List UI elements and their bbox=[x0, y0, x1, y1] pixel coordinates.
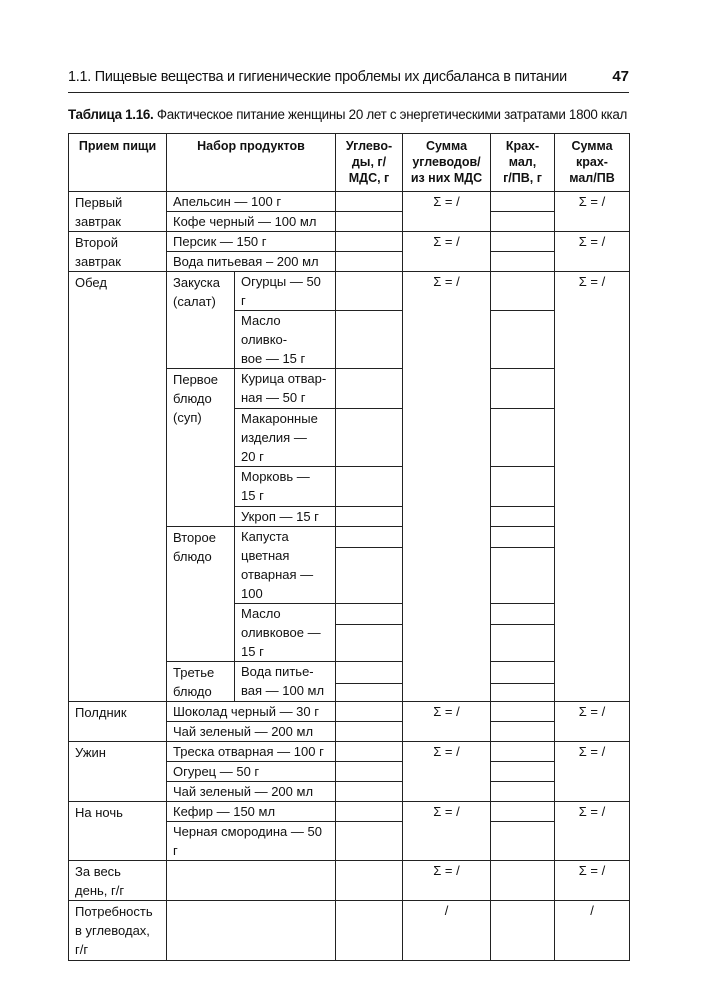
nutrition-table bbox=[68, 133, 630, 961]
product-green-tea: Чай зеленый — 200 мл bbox=[167, 722, 336, 742]
product-chocolate: Шоколад черный — 30 г bbox=[167, 702, 336, 722]
carbs-cell bbox=[336, 683, 403, 701]
product-cucumbers: Огурцы — 50 г bbox=[235, 272, 336, 311]
carbs-sum-cell: Σ = / bbox=[403, 272, 491, 702]
starch-requirement-cell: / bbox=[555, 901, 630, 961]
product-water: Вода питьевая – 200 мл bbox=[167, 252, 336, 272]
starch-cell bbox=[491, 604, 555, 625]
starch-cell bbox=[491, 232, 555, 252]
product-coffee: Кофе черный — 100 мл bbox=[167, 212, 336, 232]
course-snack: Закуска (салат) bbox=[167, 272, 235, 369]
starch-cell bbox=[491, 662, 555, 684]
table-row bbox=[69, 742, 630, 762]
carbs-requirement-cell: / bbox=[403, 901, 491, 961]
starch-cell bbox=[491, 409, 555, 467]
starch-sum-cell: Σ = / bbox=[555, 232, 630, 272]
starch-cell bbox=[491, 548, 555, 604]
carbs-sum-cell: Σ = / bbox=[403, 861, 491, 901]
carbs-cell bbox=[336, 232, 403, 252]
product-cod: Треска отварная — 100 г bbox=[167, 742, 336, 762]
product-blackcurrant: Черная смородина — 50 г bbox=[167, 822, 336, 861]
header-starch-sum: Сумма крах- мал/ПВ bbox=[555, 134, 630, 192]
carbs-cell bbox=[336, 192, 403, 212]
carbs-cell bbox=[336, 625, 403, 662]
carbs-sum-cell: Σ = / bbox=[403, 702, 491, 742]
starch-cell bbox=[491, 861, 555, 901]
starch-cell bbox=[491, 311, 555, 369]
starch-cell bbox=[491, 527, 555, 548]
products-cell bbox=[167, 861, 336, 901]
table-row bbox=[69, 901, 630, 961]
meal-lunch: Обед bbox=[69, 272, 167, 702]
table-caption bbox=[68, 107, 638, 122]
carbs-cell bbox=[336, 467, 403, 507]
product-green-tea-2: Чай зеленый — 200 мл bbox=[167, 782, 336, 802]
carbs-cell bbox=[336, 212, 403, 232]
starch-cell bbox=[491, 252, 555, 272]
carbs-sum-cell: Σ = / bbox=[403, 742, 491, 802]
starch-cell bbox=[491, 212, 555, 232]
starch-sum-cell: Σ = / bbox=[555, 742, 630, 802]
product-kefir: Кефир — 150 мл bbox=[167, 802, 336, 822]
carbs-cell bbox=[336, 822, 403, 861]
meal-whole-day: За весь день, г/г bbox=[69, 861, 167, 901]
header-carbs-sum: Сумма углеводов/ из них МДС bbox=[403, 134, 491, 192]
course-second: Второе блюдо bbox=[167, 527, 235, 662]
meal-dinner: Ужин bbox=[69, 742, 167, 802]
table-row bbox=[69, 232, 630, 252]
meal-snack: Полдник bbox=[69, 702, 167, 742]
starch-cell bbox=[491, 272, 555, 311]
carbs-cell bbox=[336, 252, 403, 272]
starch-cell bbox=[491, 507, 555, 527]
table-row bbox=[69, 272, 630, 311]
meal-night: На ночь bbox=[69, 802, 167, 861]
starch-cell bbox=[491, 742, 555, 762]
starch-cell bbox=[491, 683, 555, 701]
starch-cell bbox=[491, 192, 555, 212]
header-starch: Крах- мал, г/ПВ, г bbox=[491, 134, 555, 192]
product-orange: Апельсин — 100 г bbox=[167, 192, 336, 212]
products-cell bbox=[167, 901, 336, 961]
course-first: Первое блюдо (суп) bbox=[167, 369, 235, 527]
product-carrot: Морковь — 15 г bbox=[235, 467, 336, 507]
carbs-cell bbox=[336, 311, 403, 369]
carbs-cell bbox=[336, 369, 403, 409]
table-row bbox=[69, 861, 630, 901]
header-carbs: Углево- ды, г/ МДС, г bbox=[336, 134, 403, 192]
starch-sum-cell: Σ = / bbox=[555, 272, 630, 702]
carbs-sum-cell: Σ = / bbox=[403, 802, 491, 861]
running-head-title: 1.1. Пищевые вещества и гигиенические проблемы их дисбаланса в питании bbox=[68, 69, 567, 85]
carbs-cell bbox=[336, 604, 403, 625]
product-olive-oil: Масло оливко- вое — 15 г bbox=[235, 311, 336, 369]
starch-cell bbox=[491, 782, 555, 802]
product-cauliflower: Капуста цветная отварная — 100 bbox=[235, 527, 336, 604]
starch-sum-cell: Σ = / bbox=[555, 192, 630, 232]
product-pasta: Макаронные изделия — 20 г bbox=[235, 409, 336, 467]
starch-cell bbox=[491, 762, 555, 782]
page-number: 47 bbox=[612, 68, 629, 85]
carbs-cell bbox=[336, 272, 403, 311]
carbs-cell bbox=[336, 861, 403, 901]
product-peach: Персик — 150 г bbox=[167, 232, 336, 252]
carbs-cell bbox=[336, 548, 403, 604]
starch-cell bbox=[491, 901, 555, 961]
carbs-cell bbox=[336, 507, 403, 527]
carbs-cell bbox=[336, 901, 403, 961]
table-caption-label: Таблица 1.16. bbox=[68, 107, 154, 122]
carbs-cell bbox=[336, 782, 403, 802]
starch-cell bbox=[491, 625, 555, 662]
starch-cell bbox=[491, 702, 555, 722]
starch-cell bbox=[491, 467, 555, 507]
carbs-cell bbox=[336, 742, 403, 762]
header-products: Набор продуктов bbox=[167, 134, 336, 192]
carbs-sum-cell: Σ = / bbox=[403, 232, 491, 272]
starch-sum-cell: Σ = / bbox=[555, 802, 630, 861]
product-chicken: Курица отвар- ная — 50 г bbox=[235, 369, 336, 409]
carbs-cell bbox=[336, 409, 403, 467]
carbs-cell bbox=[336, 662, 403, 684]
starch-cell bbox=[491, 802, 555, 822]
table-row bbox=[69, 702, 630, 722]
starch-cell bbox=[491, 369, 555, 409]
carbs-cell bbox=[336, 527, 403, 548]
product-olive-oil-2: Масло оливковое — 15 г bbox=[235, 604, 336, 662]
table-row bbox=[69, 802, 630, 822]
carbs-cell bbox=[336, 762, 403, 782]
course-third: Третье блюдо bbox=[167, 662, 235, 702]
running-head bbox=[68, 66, 629, 93]
starch-cell bbox=[491, 722, 555, 742]
meal-breakfast: Первый завтрак bbox=[69, 192, 167, 232]
carbs-sum-cell: Σ = / bbox=[403, 192, 491, 232]
carbs-cell bbox=[336, 722, 403, 742]
carbs-cell bbox=[336, 802, 403, 822]
meal-second-breakfast: Второй завтрак bbox=[69, 232, 167, 272]
product-cucumber: Огурец — 50 г bbox=[167, 762, 336, 782]
starch-sum-cell: Σ = / bbox=[555, 861, 630, 901]
product-dill: Укроп — 15 г bbox=[235, 507, 336, 527]
header-meal: Прием пищи bbox=[69, 134, 167, 192]
starch-cell bbox=[491, 822, 555, 861]
starch-sum-cell: Σ = / bbox=[555, 702, 630, 742]
table-caption-text: Фактическое питание женщины 20 лет с энергетическими затратами 1800 ккал bbox=[153, 107, 628, 122]
meal-requirement: Потребность в углеводах, г/г bbox=[69, 901, 167, 961]
table-row bbox=[69, 192, 630, 212]
product-drinking-water: Вода питье- вая — 100 мл bbox=[235, 662, 336, 702]
carbs-cell bbox=[336, 702, 403, 722]
